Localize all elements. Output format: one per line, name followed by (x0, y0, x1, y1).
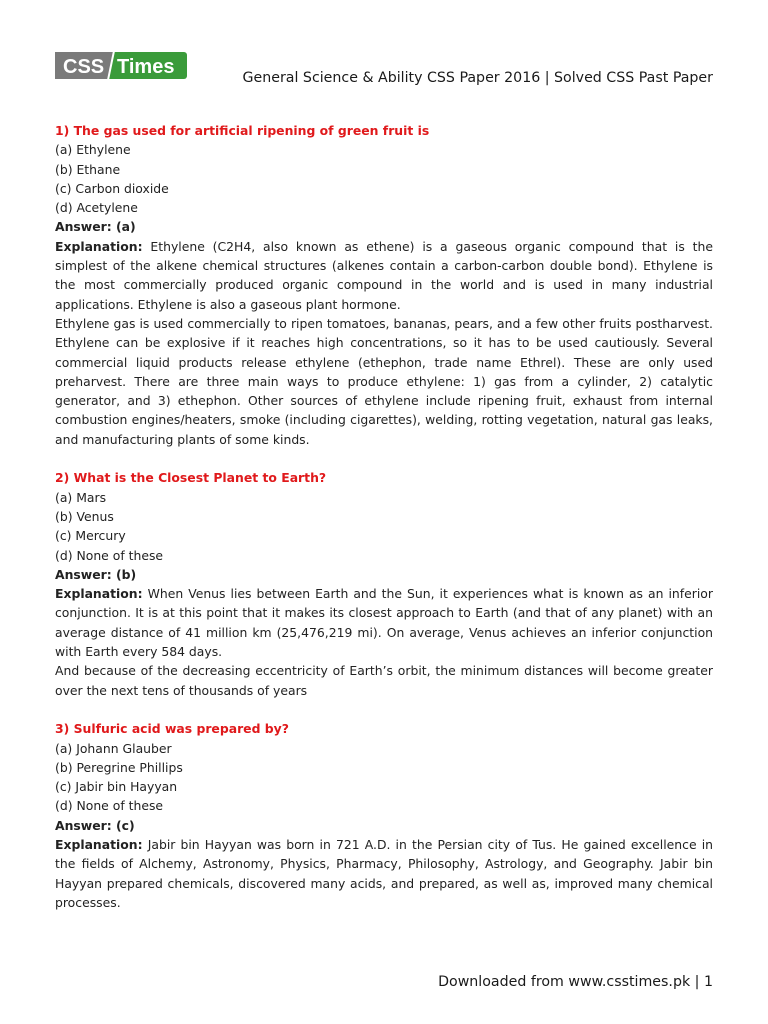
answer-option: (d) None of these (55, 798, 164, 814)
explanation-text: Jabir bin Hayyan was born in 721 A.D. in the Persian city of Tus. He gained excellence in the fields of Alchemy, Astronomy, Physics, Pharmacy, Philosophy, Astrology, and Geography. Jabir bin Hayyan prepared chemicals, discovered many acids, and prepared, as well as, improved many chemical processes. (55, 836, 713, 910)
explanation-label: Explanation: (55, 586, 143, 602)
page-footer: Downloaded from www.csstimes.pk | 1 (438, 974, 713, 990)
explanation-paragraph (55, 237, 713, 314)
answer-option: (c) Carbon dioxide (55, 180, 169, 196)
answer-option: (a) Mars (55, 489, 107, 505)
logo-part-2: Times (117, 56, 175, 78)
correct-answer: Answer: (c) (55, 817, 135, 833)
answer-option: (a) Johann Glauber (55, 740, 172, 756)
explanation-paragraph (55, 835, 713, 912)
question-list (55, 121, 713, 931)
answer-option: (d) Acetylene (55, 200, 138, 216)
answer-option: (c) Mercury (55, 528, 126, 544)
question-title: 2) What is the Closest Planet to Earth? (55, 470, 327, 486)
answer-option: (b) Ethane (55, 161, 121, 177)
correct-answer: Answer: (b) (55, 566, 137, 582)
question-block (55, 719, 713, 912)
explanation-extra: Ethylene gas is used commercially to ripen tomatoes, bananas, pears, and a few other fruits postharvest. Ethylene can be explosive if it reaches high concentrations, so it has to be used cautiously. Several commercial liquid products release ethylene (ethephon, trade name Ethrel). These are only used preharvest. There are three main ways to produce ethylene: 1) gas from a cylinder, 2) catalytic generator, and 3) ethephon. Other sources of ethylene include ripening fruit, exhaust from internal combustion engines/heaters, smoke (including cigarettes), welding, rotting vegetation, natural gas leaks, and manufacturing plants of some kinds. (55, 315, 713, 447)
css-times-logo (55, 52, 187, 79)
page-header-title: General Science & Ability CSS Paper 2016 | Solved CSS Past Paper (242, 70, 713, 86)
answer-option: (c) Jabir bin Hayyan (55, 779, 178, 795)
explanation-label: Explanation: (55, 238, 143, 254)
explanation-paragraph (55, 584, 713, 661)
answer-option: (b) Peregrine Phillips (55, 759, 183, 775)
question-title: 3) Sulfuric acid was prepared by? (55, 721, 289, 737)
answer-option: (a) Ethylene (55, 142, 131, 158)
explanation-text: Ethylene (C2H4, also known as ethene) is a gaseous organic compound that is the simplest of the alkene chemical structures (alkenes contain a carbon-carbon double bond). Ethylene is the most commercially produced organic compound in the world and is used in many industrial applications. Ethylene is also a gaseous plant hormone. (55, 238, 713, 312)
explanation-label: Explanation: (55, 836, 143, 852)
logo-part-1: CSS (63, 56, 105, 78)
explanation-text: When Venus lies between Earth and the Sun, it experiences what is known as an inferior conjunction. It is at this point that it makes its closest approach to Earth (and that of any planet) with an average distance of 41 million km (25,476,219 mi). On average, Venus achieves an inferior conjunction with Earth every 584 days. (55, 586, 713, 660)
question-title: 1) The gas used for artificial ripening of green fruit is (55, 123, 430, 138)
correct-answer: Answer: (a) (55, 219, 136, 235)
question-block (55, 468, 713, 700)
explanation-extra: And because of the decreasing eccentricity of Earth’s orbit, the minimum distances will become greater over the next tens of thousands of years (55, 663, 713, 698)
answer-option: (b) Venus (55, 508, 114, 524)
answer-option: (d) None of these (55, 547, 164, 563)
question-block (55, 121, 713, 449)
